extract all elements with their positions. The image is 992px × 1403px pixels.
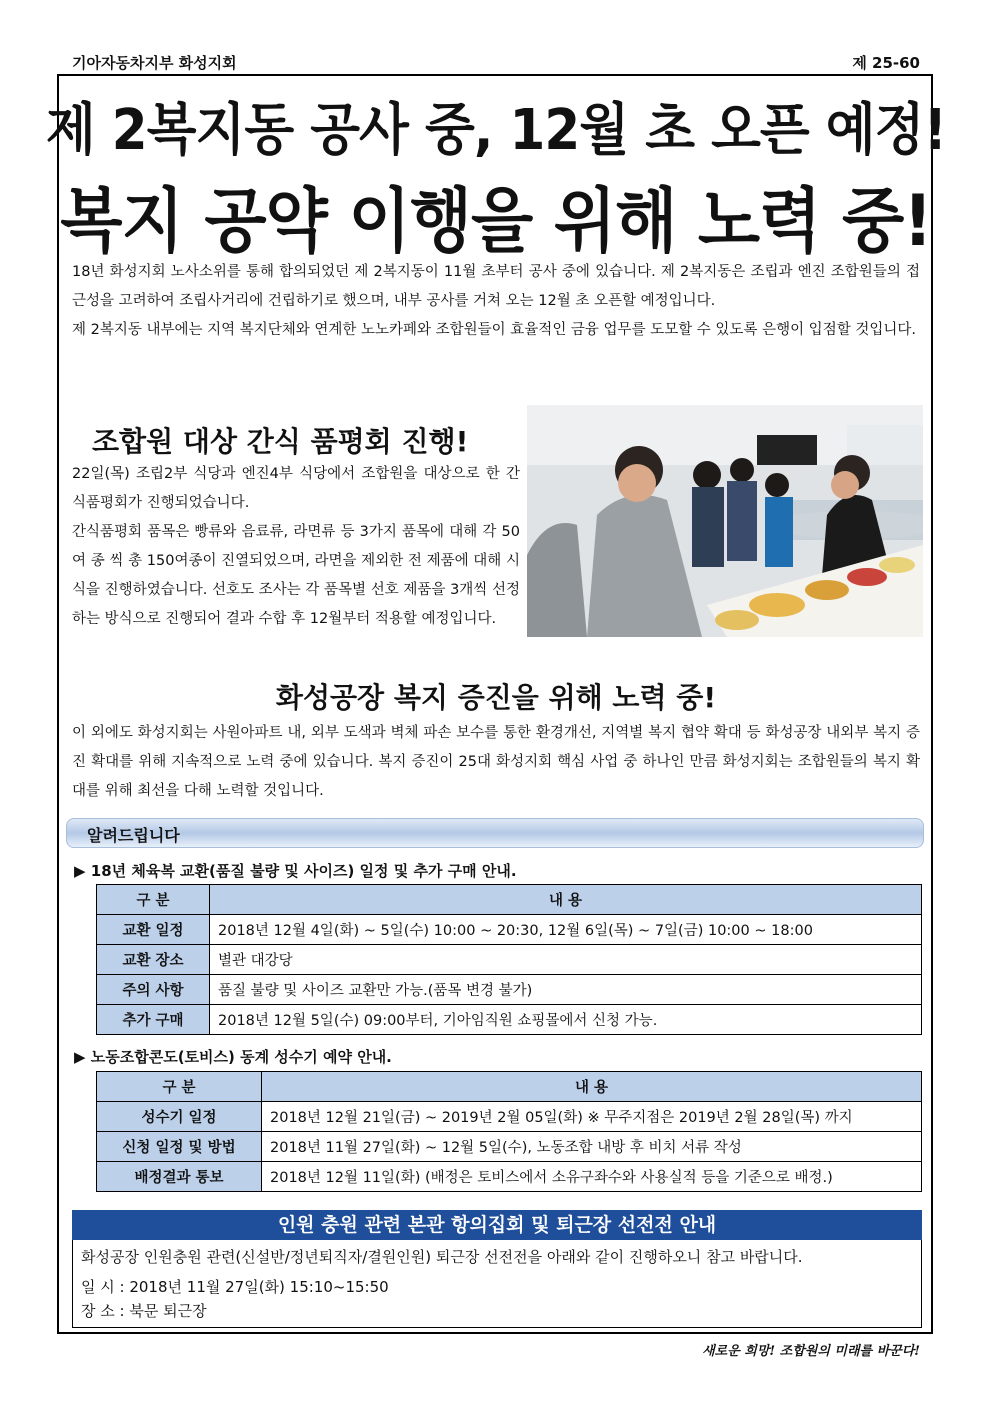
row-value: 2018년 12월 5일(수) 09:00부터, 기아임직원 쇼핑몰에서 신청 가능. bbox=[210, 1005, 922, 1035]
row-value: 2018년 12월 4일(화) ~ 5일(수) 10:00 ~ 20:30, 12월 6일(목) ~ 7일(금) 10:00 ~ 18:00 bbox=[210, 915, 922, 945]
row-key: 추가 구매 bbox=[97, 1005, 210, 1035]
table-row bbox=[97, 1132, 922, 1162]
meeting-text: 화성공장 인원충원 관련(신설반/정년퇴직자/결원인원) 퇴근장 선전전을 아래와 같이 진행하오니 참고 바랍니다. bbox=[81, 1248, 803, 1266]
intro-text bbox=[72, 258, 920, 345]
snack-tasting-photo bbox=[527, 405, 923, 637]
table-row bbox=[97, 945, 922, 975]
slogan: 새로운 희망! 조합원의 미래를 바꾼다! bbox=[702, 1344, 920, 1359]
row-value: 별관 대강당 bbox=[210, 945, 922, 975]
intro-paragraph-1: 18년 화성지회 노사소위를 통해 합의되었던 제 2복지동이 11월 초부터 공사 중에 있습니다. 제 2복지동은 조립과 엔진 조합원들의 접근성을 고려하여 조립사거리에 건립하기로 했으며, 내부 공사를 거쳐 오는 12월 초 오픈할 예정입니다. bbox=[72, 264, 920, 309]
snack-paragraph-1: 22일(목) 조립2부 식당과 엔진4부 식당에서 조합원을 대상으로 한 간식품평회가 진행되었습니다. bbox=[72, 466, 520, 511]
row-value: 2018년 12월 11일(화) (배정은 토비스에서 소유구좌수와 사용실적 등을 기준으로 배정.) bbox=[262, 1162, 922, 1192]
uniform-title-text: 18년 체육복 교환(품질 불량 및 사이즈) 일정 및 추가 구매 안내. bbox=[90, 862, 517, 880]
welfare-text: 이 외에도 화성지회는 사원아파트 내, 외부 도색과 벽체 파손 보수를 통한 환경개선, 지역별 복지 협약 확대 등 화성공장 내외부 복지 증진 확대를 위해 지속적으로 노력 중에 있습니다. 복지 증진이 25대 화성지회 핵심 사업 중 하나인 만큼 화성지회는 조합원들의 복지 확대를 위해 최선을 다해 노력할 것입니다. bbox=[72, 725, 920, 799]
table-row bbox=[97, 1162, 922, 1192]
row-key: 성수기 일정 bbox=[97, 1102, 262, 1132]
row-value: 2018년 11월 27일(화) ~ 12월 5일(수), 노동조합 내방 후 비치 서류 작성 bbox=[262, 1132, 922, 1162]
table-row bbox=[97, 1102, 922, 1132]
notice-bar-label: 알려드립니다 bbox=[87, 826, 180, 845]
row-key: 주의 사항 bbox=[97, 975, 210, 1005]
row-key: 신청 일정 및 방법 bbox=[97, 1132, 262, 1162]
triangle-bullet-icon: ▶ bbox=[74, 862, 91, 880]
row-value: 2018년 12월 21일(금) ~ 2019년 2월 05일(화) ※ 무주지점은 2019년 2월 28일(목) 까지 bbox=[262, 1102, 922, 1132]
row-value: 품질 불량 및 사이즈 교환만 가능.(품목 변경 불가) bbox=[210, 975, 922, 1005]
row-key: 교환 장소 bbox=[97, 945, 210, 975]
notice-bar bbox=[66, 818, 924, 848]
headline-1: 제 2복지동 공사 중, 12월 초 오픈 예정! bbox=[45, 98, 947, 163]
uniform-notice-title bbox=[74, 860, 517, 881]
table-header-row bbox=[97, 1072, 922, 1102]
table-row bbox=[97, 1005, 922, 1035]
condo-notice-title bbox=[74, 1046, 392, 1067]
header-category: 구 분 bbox=[97, 885, 210, 915]
org-name: 기아자동차지부 화성지회 bbox=[72, 54, 237, 72]
row-key: 교환 일정 bbox=[97, 915, 210, 945]
table-header-row bbox=[97, 885, 922, 915]
meeting-where: 장 소 : 북문 퇴근장 bbox=[81, 1302, 207, 1320]
table-row bbox=[97, 915, 922, 945]
uniform-table bbox=[96, 884, 922, 1035]
row-key: 배정결과 통보 bbox=[97, 1162, 262, 1192]
snack-title: 조합원 대상 간식 품평회 진행! bbox=[92, 425, 469, 458]
header-category: 구 분 bbox=[97, 1072, 262, 1102]
welfare-title: 화성공장 복지 증진을 위해 노력 중! bbox=[275, 681, 717, 714]
condo-title-text: 노동조합콘도(토비스) 동계 성수기 예약 안내. bbox=[90, 1048, 392, 1066]
condo-table bbox=[96, 1071, 922, 1192]
header-content: 내 용 bbox=[262, 1072, 922, 1102]
snack-paragraph-2: 간식품평회 품목은 빵류와 음료류, 라면류 등 3가지 품목에 대해 각 50여 종 씩 총 150여종이 진열되었으며, 라면을 제외한 전 제품에 대해 시식을 진행하였습니다. 선호도 조사는 각 품목별 선호 제품을 3개씩 선정하는 방식으로 진행되어 결과 수합 후 12월부터 적용할 예정입니다. bbox=[72, 524, 520, 627]
issue-number: 제 25-60 bbox=[852, 54, 920, 72]
table-row bbox=[97, 975, 922, 1005]
meeting-when: 일 시 : 2018년 11월 27일(화) 15:10~15:50 bbox=[81, 1278, 389, 1296]
triangle-bullet-icon: ▶ bbox=[74, 1048, 91, 1066]
headline-2: 복지 공약 이행을 위해 노력 중! bbox=[60, 180, 932, 262]
snack-text bbox=[72, 460, 520, 634]
meeting-title: 인원 충원 관련 본관 항의집회 및 퇴근장 선전전 안내 bbox=[72, 1210, 922, 1240]
intro-paragraph-2: 제 2복지동 내부에는 지역 복지단체와 연계한 노노카페와 조합원들이 효율적인 금융 업무를 도모할 수 있도록 은행이 입점할 것입니다. bbox=[72, 322, 916, 338]
header-content: 내 용 bbox=[210, 885, 922, 915]
meeting-box bbox=[72, 1240, 922, 1328]
